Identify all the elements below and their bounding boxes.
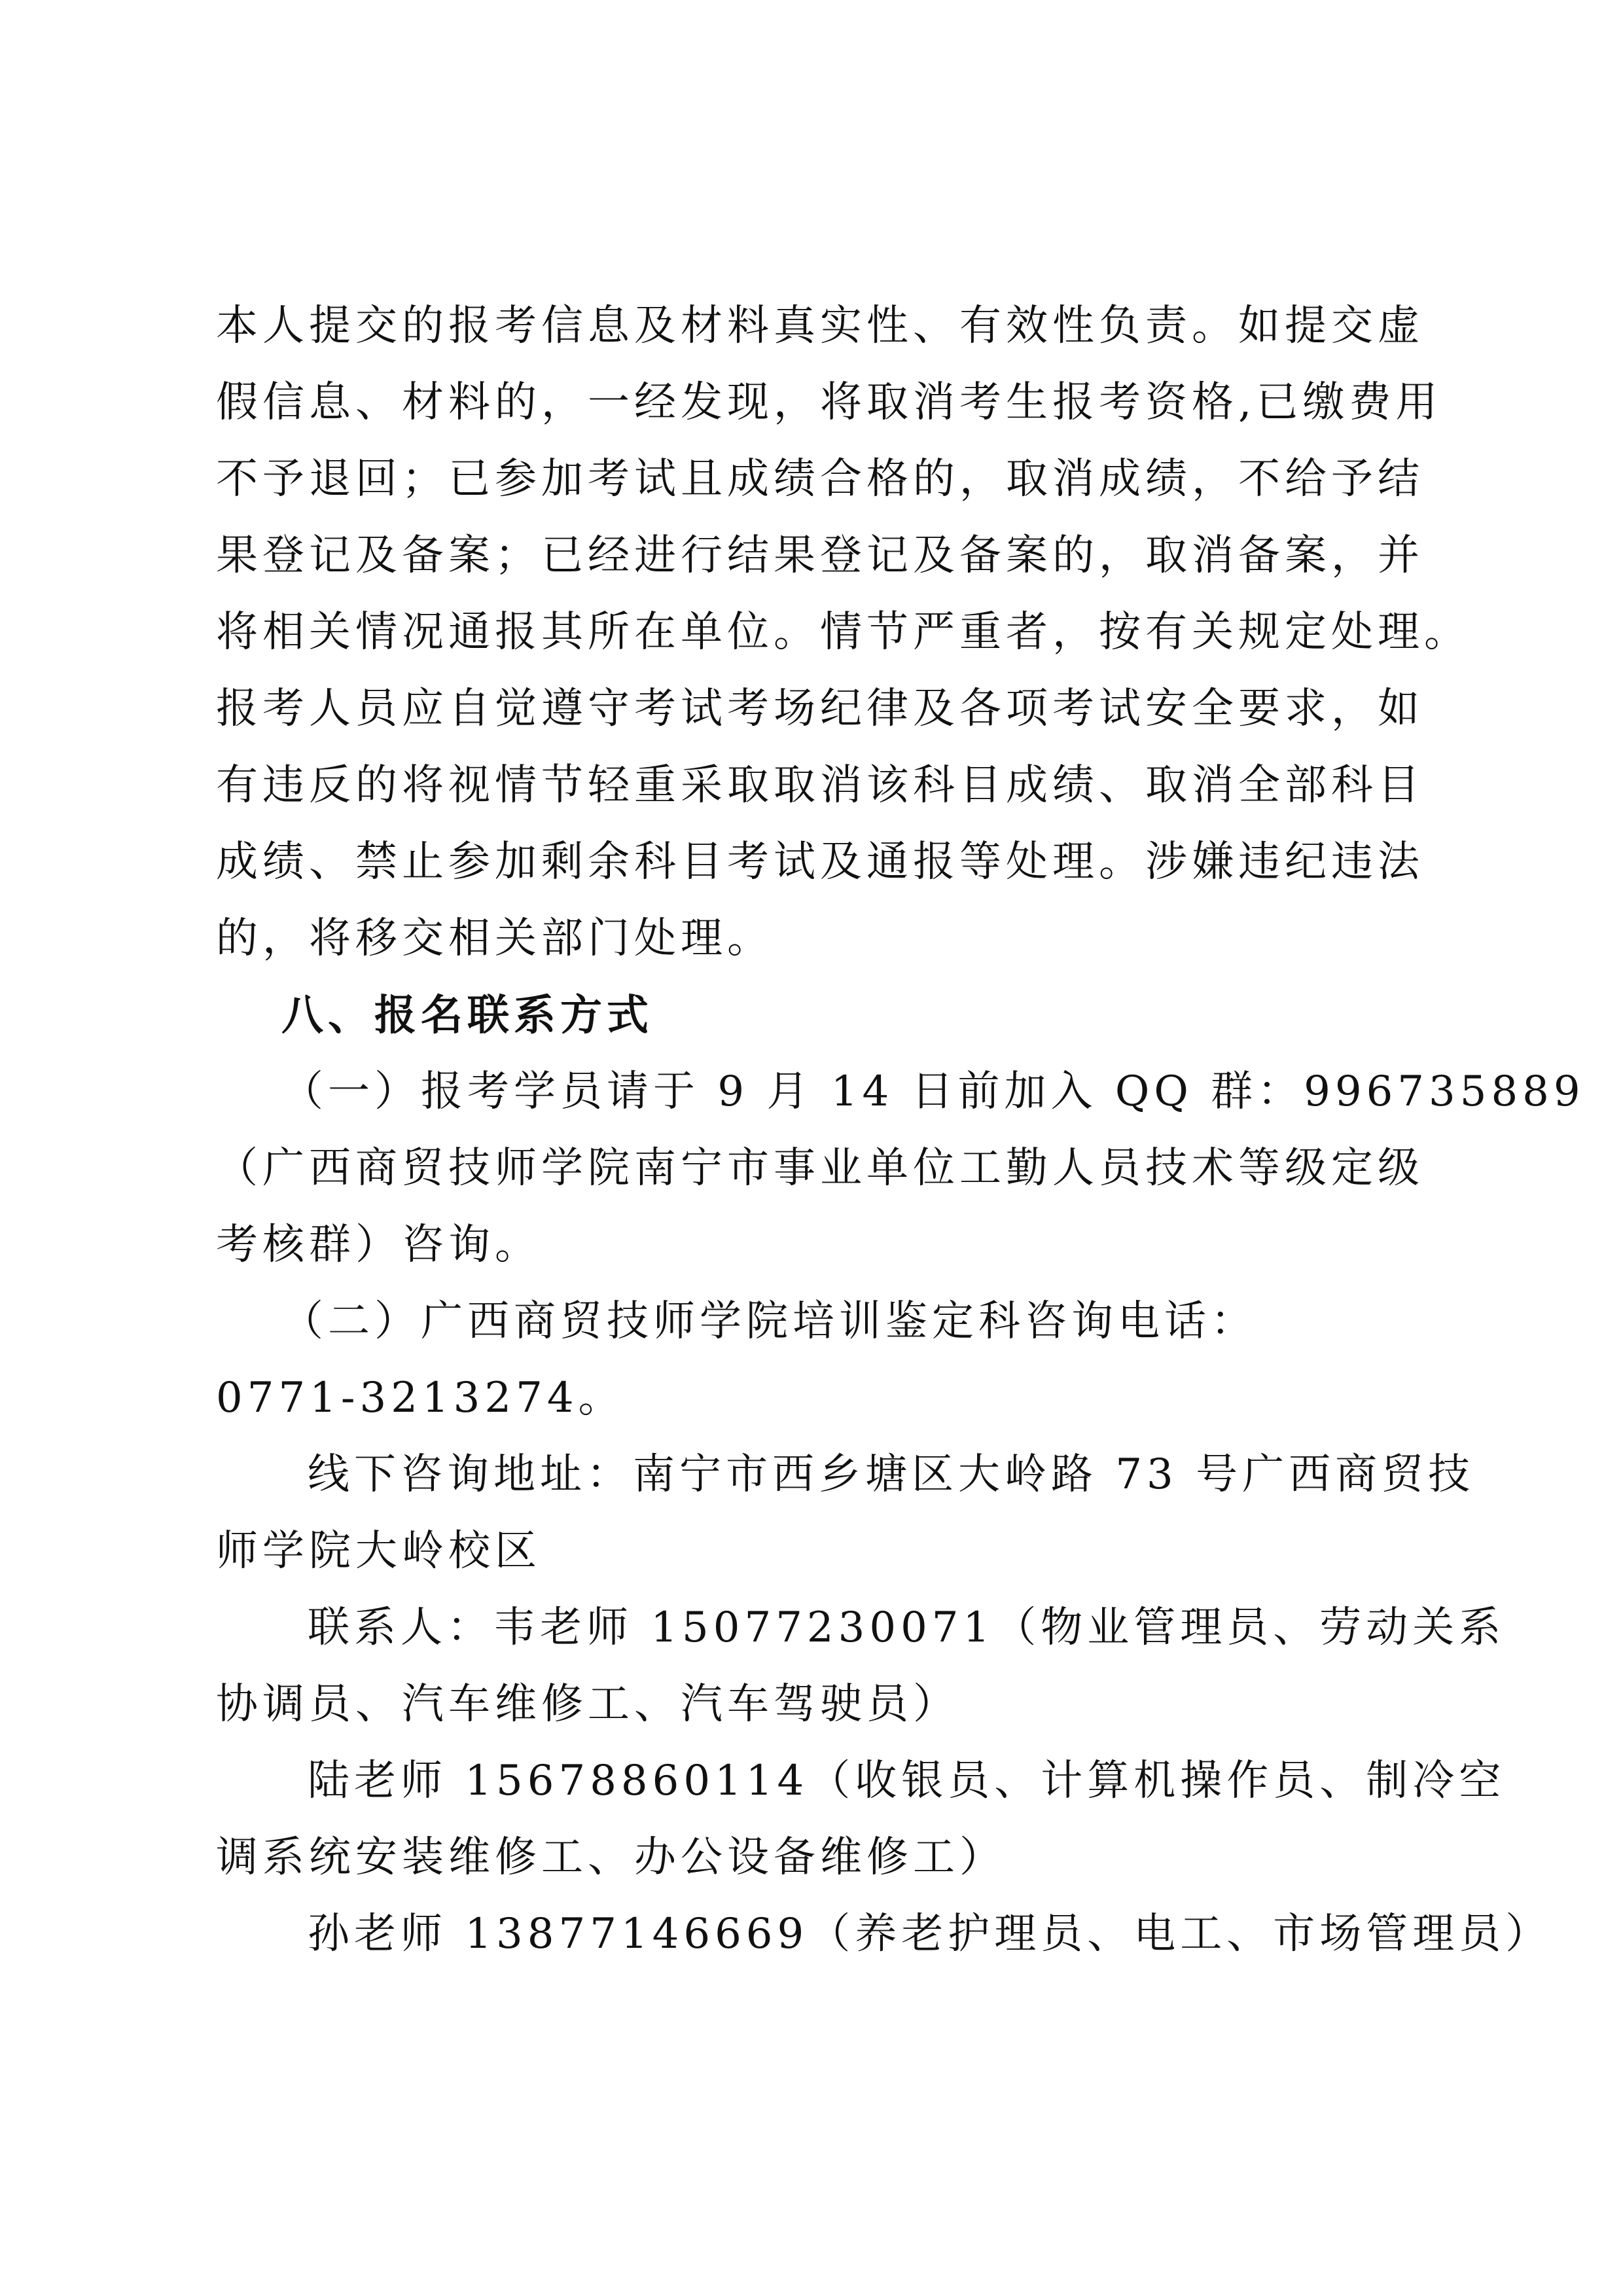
text-line: 果登记及备案；已经进行结果登记及备案的，取消备案，并 [216, 531, 1424, 580]
text-line: 将相关情况通报其所在单位。情节严重者，按有关规定处理。 [216, 608, 1471, 656]
text-line: （一）报考学员请于 9 月 14 日前加入 QQ 群：996735889 [281, 1067, 1585, 1116]
text-line: 有违反的将视情节轻重采取取消该科目成绩、取消全部科目 [216, 761, 1424, 810]
paragraph-contact-lu [216, 1743, 1506, 1896]
text-line: 报考人员应自觉遵守考试考场纪律及各项考试安全要求，如 [216, 685, 1424, 733]
text-line: 线下咨询地址：南宁市西乡塘区大岭路 73 号广西商贸技 [308, 1450, 1475, 1499]
text-line: 师学院大岭校区 [216, 1527, 541, 1575]
text-line: 成绩、禁止参加剩余科目考试及通报等处理。涉嫌违纪违法 [216, 838, 1424, 886]
paragraph-address [216, 1437, 1475, 1590]
paragraph-exam-integrity [216, 288, 1471, 977]
text-line: 考核群）咨询。 [216, 1221, 541, 1269]
phone-number: 0771-3213274。 [216, 1374, 625, 1422]
heading-text: 八、报名联系方式 [281, 991, 653, 1040]
text-line: 协调员、汽车维修工、汽车驾驶员） [216, 1680, 959, 1729]
text-line: 联系人：韦老师 15077230071（物业管理员、劳动关系 [308, 1604, 1506, 1652]
text-line: 陆老师 15678860114（收银员、计算机操作员、制冷空 [308, 1757, 1506, 1805]
text-line: 不予退回；已参加考试且成绩合格的，取消成绩，不给予结 [216, 455, 1424, 503]
text-line: 孙老师 13877146669（养老护理员、电工、市场管理员） [308, 1910, 1552, 1958]
text-line: 本人提交的报考信息及材料真实性、有效性负责。如提交虚 [216, 302, 1424, 350]
paragraph-contact-sun [216, 1896, 1552, 1973]
text-line: 的，将移交相关部门处理。 [216, 914, 774, 963]
document-body [216, 288, 1585, 1973]
section-heading-8 [216, 977, 1414, 1054]
text-line: 调系统安装维修工、办公设备维修工） [216, 1833, 1006, 1882]
paragraph-item-1 [216, 1054, 1585, 1283]
text-line: 假信息、材料的，一经发现，将取消考生报考资格,已缴费用 [216, 378, 1442, 427]
paragraph-item-2 [216, 1283, 1414, 1437]
paragraph-contact-wei [216, 1590, 1506, 1743]
text-line: （二）广西商贸技师学院培训鉴定科咨询电话： [281, 1297, 1257, 1346]
text-line: （广西商贸技师学院南宁市事业单位工勤人员技术等级定级 [216, 1144, 1424, 1193]
